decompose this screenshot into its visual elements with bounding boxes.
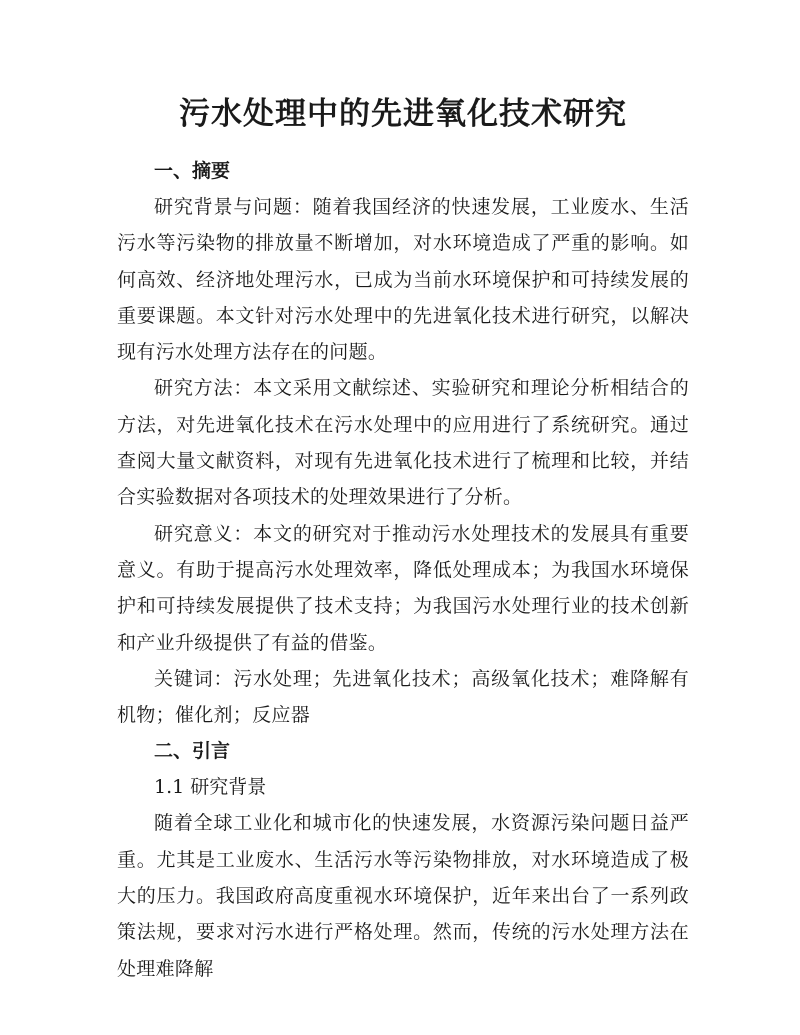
section-heading-introduction: 二、引言 — [154, 740, 231, 763]
section-heading-abstract: 一、摘要 — [154, 160, 231, 182]
abstract-method-paragraph: 研究方法：本文采用文献综述、实验研究和理论分析相结合的方法，对先进氧化技术在污水处理中的应用进行了系统研究。通过查阅大量文献资料，对现有先进氧化技术进行了梳理和比较，并结合实验数据对各项技术的处理效果进行了分析。 — [117, 377, 689, 509]
document-title: 污水处理中的先进氧化技术研究 — [179, 96, 627, 132]
document-page — [117, 92, 689, 987]
abstract-background-paragraph: 研究背景与问题：随着我国经济的快速发展，工业废水、生活污水等污染物的排放量不断增加，对水环境造成了严重的影响。如何高效、经济地处理污水，已成为当前水环境保护和可持续发展的重要课题。本文针对污水处理中的先进氧化技术进行研究，以解决现有污水处理方法存在的问题。 — [117, 196, 689, 364]
subsection-heading-background: 1.1 研究背景 — [154, 776, 267, 799]
keywords-paragraph: 关键词：污水处理；先进氧化技术；高级氧化技术；难降解有机物；催化剂；反应器 — [117, 667, 689, 727]
intro-paragraph: 随着全球工业化和城市化的快速发展，水资源污染问题日益严重。尤其是工业废水、生活污水等污染物排放，对水环境造成了极大的压力。我国政府高度重视水环境保护，近年来出台了一系列政策法规，要求对污水进行严格处理。然而，传统的污水处理方法在处理难降解 — [117, 812, 689, 980]
abstract-significance-paragraph: 研究意义：本文的研究对于推动污水处理技术的发展具有重要意义。有助于提高污水处理效率，降低处理成本；为我国水环境保护和可持续发展提供了技术支持；为我国污水处理行业的技术创新和产业升级提供了有益的借鉴。 — [117, 522, 689, 654]
